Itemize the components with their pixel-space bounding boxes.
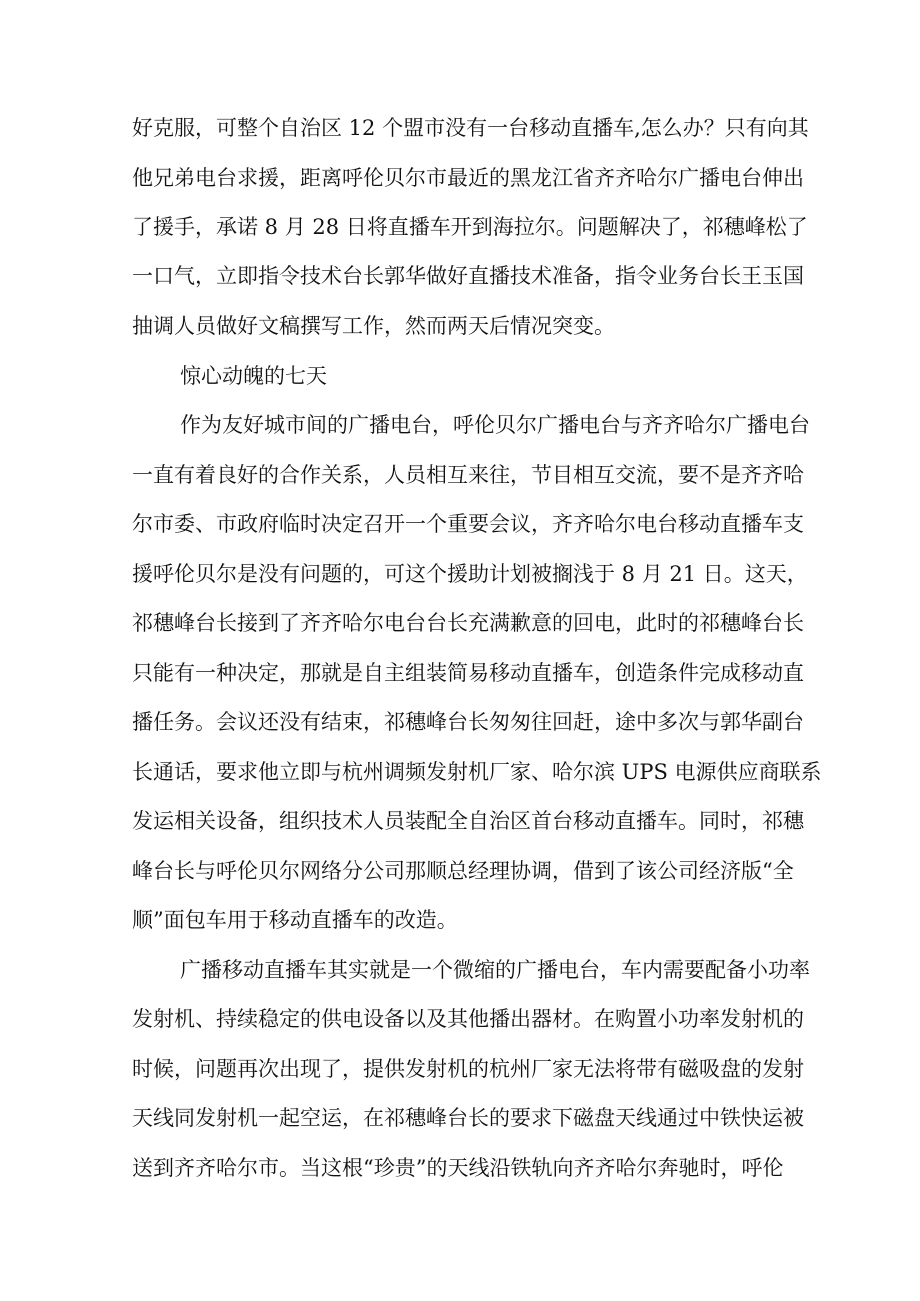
text-line: 一直有着良好的合作关系，人员相互来往，节目相互交流，要不是齐齐哈 (132, 463, 804, 487)
text-line: 只能有一种决定，那就是自主组装简易移动直播车，创造条件完成移动直 (132, 661, 804, 685)
text-line: 时候，问题再次出现了，提供发射机的杭州厂家无法将带有磁吸盘的发射 (132, 1057, 804, 1081)
text-line: 好克服，可整个自治区 12 个盟市没有一台移动直播车,怎么办？只有向其 (132, 116, 809, 140)
text-line: 祁穗峰台长接到了齐齐哈尔电台台长充满歉意的回电，此时的祁穗峰台长 (132, 611, 804, 635)
text-line: 作为友好城市间的广播电台，呼伦贝尔广播电台与齐齐哈尔广播电台 (180, 413, 810, 437)
text-line: 发运相关设备，组织技术人员装配全自治区首台移动直播车。同时，祁穗 (132, 809, 804, 833)
text-line: 播任务。会议还没有结束，祁穗峰台长匆匆往回赶，途中多次与郭华副台 (132, 710, 804, 734)
text-line: 援呼伦贝尔是没有问题的，可这个援助计划被搁浅于 8 月 21 日。这天， (132, 562, 808, 586)
text-line: 一口气，立即指令技术台长郭华做好直播技术准备，指令业务台长王玉国 (132, 264, 804, 288)
text-line: 送到齐齐哈尔市。当这根“珍贵”的天线沿铁轨向齐齐哈尔奔驰时，呼伦 (132, 1156, 784, 1180)
text-line: 尔市委、市政府临时决定召开一个重要会议，齐齐哈尔电台移动直播车支 (132, 512, 804, 536)
text-line: 了援手，承诺 8 月 28 日将直播车开到海拉尔。问题解决了，祁穗峰松了 (132, 215, 808, 239)
text-line: 顺”面包车用于移动直播车的改造。 (132, 908, 458, 932)
text-line: 他兄弟电台求援，距离呼伦贝尔市最近的黑龙江省齐齐哈尔广播电台伸出 (132, 166, 804, 190)
text-line: 发射机、持续稳定的供电设备以及其他播出器材。在购置小功率发射机的 (132, 1007, 804, 1031)
text-line: 长通话，要求他立即与杭州调频发射机厂家、哈尔滨 UPS 电源供应商联系 (132, 760, 822, 784)
text-line: 抽调人员做好文稿撰写工作，然而两天后情况突变。 (132, 314, 615, 338)
text-line: 峰台长与呼伦贝尔网络分公司那顺总经理协调，借到了该公司经济版“全 (132, 859, 794, 883)
section-heading: 惊心动魄的七天 (180, 364, 327, 388)
text-line: 广播移动直播车其实就是一个微缩的广播电台，车内需要配备小功率 (180, 958, 810, 982)
text-line: 天线同发射机一起空运，在祁穗峰台长的要求下磁盘天线通过中铁快运被 (132, 1106, 804, 1130)
